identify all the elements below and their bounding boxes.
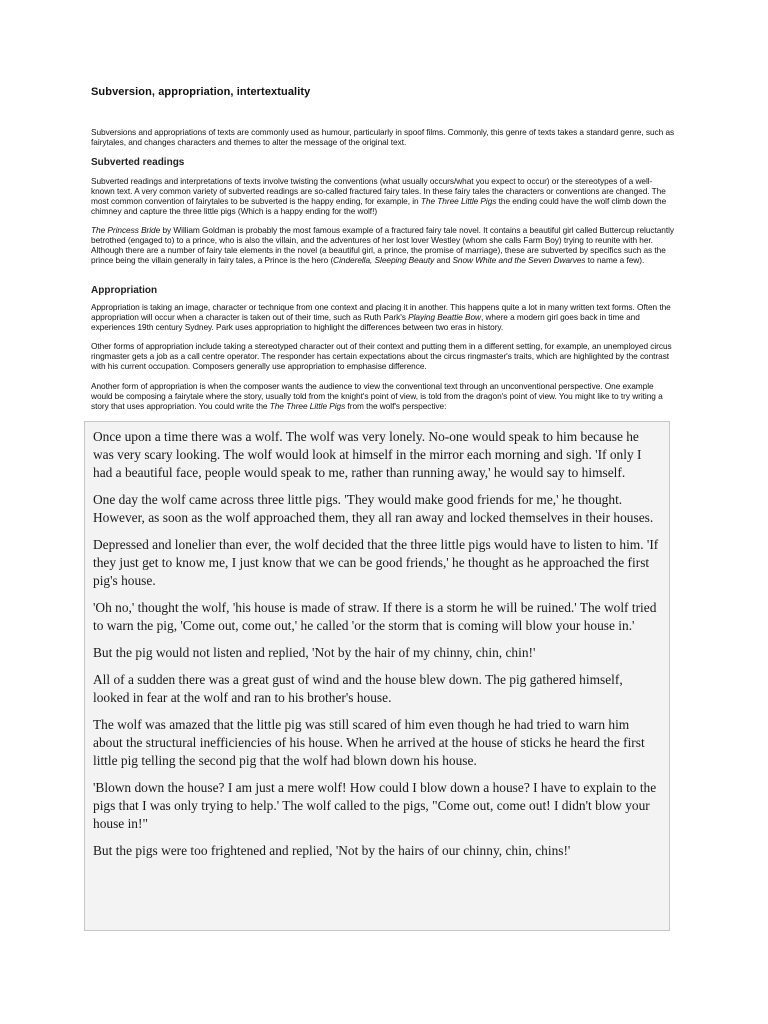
intro-paragraph: Subversions and appropriations of texts are commonly used as humour, particularly in spoof films. Commonly, this genre of texts takes a standard genre, such as fairytales, and changes characters and themes to alter the message of the original text. [91, 127, 675, 147]
story-paragraph: Depressed and lonelier than ever, the wolf decided that the three little pigs would have to listen to him. 'If they just get to know me, I just know that we can be good friends,' he thought as he approached the first pig's house. [93, 537, 659, 588]
subverted-readings-heading: Subverted readings [91, 157, 185, 168]
story-paragraph: But the pig would not listen and replied, 'Not by the hair of my chinny, chin, chin!' [93, 645, 536, 660]
page-title: Subversion, appropriation, intertextuality [91, 86, 311, 98]
story-box [84, 421, 670, 931]
appropriation-paragraph-3: Another form of appropriation is when the composer wants the audience to view the conventional text through an unconventional perspective. One example would be composing a fairytale where the story, usually told from the knight's point of view, is told from the dragon's point of view. You might like to try writing a story that uses appropriation. You could write the The Three Little Pigs from the wolf's perspective: [91, 381, 663, 411]
story-paragraph: All of a sudden there was a great gust of wind and the house blew down. The pig gathered himself, looked in fear at the wolf and ran to his brother's house. [93, 672, 623, 705]
appropriation-heading: Appropriation [91, 285, 158, 296]
story-paragraph: Once upon a time there was a wolf. The wolf was very lonely. No-one would speak to him because he was very scary looking. The wolf would look at himself in the mirror each morning and sigh. 'If only I had a beautiful face, people would speak to me, rather than running away,' he would say to himself. [93, 429, 642, 480]
subverted-paragraph-2: The Princess Bride by William Goldman is probably the most famous example of a fractured fairy tale novel. It contains a beautiful girl called Buttercup reluctantly betrothed (engaged to) to a prince, who is also the villain, and the adventures of her lost lover Westley (whom she calls Farm Boy) trying to reunite with her. Although there are a number of fairy tale elements in the novel (a beautiful girl, a prince, the promise of marriage), these are subverted by specifics such as the prince being the villain generally in fairy tales, a Prince is the hero (Cinderella, Sleeping Beauty and Snow White and the Seven Dwarves to name a few). [91, 225, 675, 265]
appropriation-paragraph-1: Appropriation is taking an image, character or technique from one context and placing it in another. This happens quite a lot in many written text forms. Often the appropriation will occur when a character is taken out of their time, such as Ruth Park's Playing Beattie Bow, where a modern girl goes back in time and experiences 19th century Sydney. Park uses appropriation to highlight the differences between two eras in history. [91, 302, 671, 332]
story-paragraph: 'Blown down the house? I am just a mere wolf! How could I blow down a house? I have to explain to the pigs that I was only trying to help.' The wolf called to the pigs, "Come out, come out! I didn't blow your house in!" [93, 780, 657, 831]
story-paragraph: The wolf was amazed that the little pig was still scared of him even though he had tried to warn him about the structural inefficiencies of his house. When he arrived at the house of sticks he heard the first little pig telling the second pig that the wolf had blown down his house. [93, 717, 645, 768]
subverted-paragraph-1: Subverted readings and interpretations of texts involve twisting the conventions (what usually occurs/what you expect to occur) or the stereotypes of a well-known text. A very common variety of subverted readings are so-called fractured fairy tales. In these fairy tales the characters or conventions are changed. The most common convention of fairytales to be subverted is the happy ending, for example, in The Three Little Pigs the ending could have the wolf climb down the chimney and capture the three little pigs (Which is a happy ending for the wolf!) [91, 176, 667, 216]
story-paragraph: One day the wolf came across three little pigs. 'They would make good friends for me,' he thought. However, as soon as the wolf approached them, they all ran away and locked themselves in their houses. [93, 492, 654, 525]
story-paragraph: But the pigs were too frightened and replied, 'Not by the hairs of our chinny, chin, chins!' [93, 843, 571, 858]
story-paragraph: 'Oh no,' thought the wolf, 'his house is made of straw. If there is a storm he will be ruined.' The wolf tried to warn the pig, 'Come out, come out,' he called 'or the storm that is coming will blow your house in.' [93, 600, 657, 633]
appropriation-paragraph-2: Other forms of appropriation include taking a stereotyped character out of their context and putting them in a different setting, for example, an unemployed circus ringmaster gets a job as a call centre operator. The responder has certain expectations about the circus ringmaster's traits, which are highlighted by the contrast with his current occupation. Composers generally use appropriation to emphasise difference. [91, 341, 672, 371]
